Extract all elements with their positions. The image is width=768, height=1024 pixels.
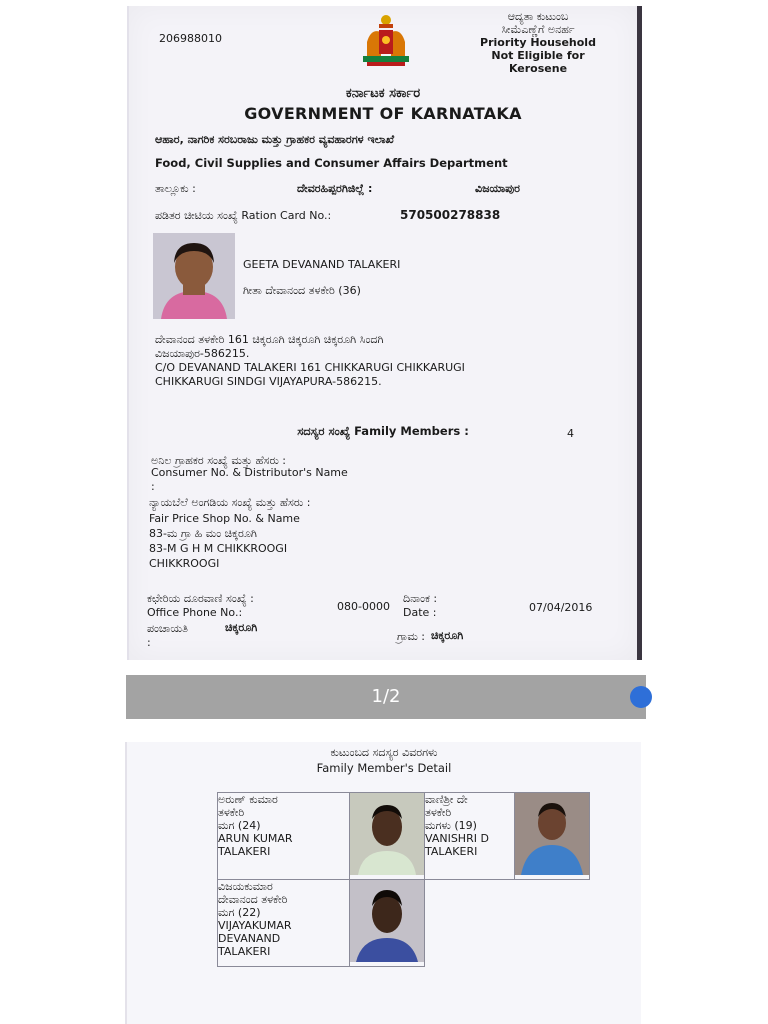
taluk-label: ತಾಲ್ಲೂಕು :: [155, 182, 196, 195]
page-counter: 1/2: [371, 686, 401, 707]
member-info: [425, 793, 515, 880]
shop-line: 83-M G H M CHIKKROOGI: [149, 542, 288, 555]
card-serial-number: 206988010: [159, 32, 222, 45]
holder-name: GEETA DEVANAND TALAKERI: [243, 258, 401, 271]
member-line: ಅರುಣ್ ಕುಮಾರ: [218, 793, 278, 806]
consumer-label-kannada: ಅನಿಲ ಗ್ರಾಹಕರ ಸಂಖ್ಯೆ ಮತ್ತು ಹೆಸರು :: [151, 454, 287, 467]
member-info: [218, 793, 350, 880]
member-line: ಮಗಳು (19): [425, 819, 477, 832]
ration-card-label: ಪಡಿತರ ಚೀಟಿಯ ಸಂಖ್ಯೆ Ration Card No.:: [155, 209, 332, 222]
shop-line: 83-ಮ ಗ್ರಾ ಹಿ ಮಂ ಚಿಕ್ಕರೂಗಿ: [149, 527, 257, 540]
holder-photo: [153, 233, 235, 319]
date-label: Date :: [403, 606, 437, 619]
status-line: ಸೀಮೆಎಣ್ಣೆಗೆ ಅನರ್ಹ: [501, 23, 575, 36]
status-line: Not Eligible for: [491, 49, 585, 62]
scroll-dot-icon[interactable]: [630, 686, 652, 708]
consumer-value: :: [151, 480, 155, 493]
member-line: ತಳಕೇರಿ: [425, 806, 452, 819]
address-line: ವಿಜಯಾಪುರ-586215.: [155, 347, 250, 360]
member-line: ವಾಣಿಶ್ರೀ ದೇ: [425, 793, 468, 806]
family-members-table: [217, 792, 590, 967]
member-photo: [350, 880, 425, 967]
government-title-kannada: ಕರ್ನಾಟಕ ಸರ್ಕಾರ: [345, 86, 421, 101]
panchayat-label: ಪಂಚಾಯತಿ: [147, 622, 188, 635]
address-line: C/O DEVANAND TALAKERI 161 CHIKKARUGI CHIKKARUGI: [155, 361, 465, 374]
table-row: [218, 880, 590, 967]
department-name: Food, Civil Supplies and Consumer Affairs Department: [155, 156, 508, 170]
member-line: TALAKERI: [218, 845, 271, 858]
district-value: ವಿಜಯಾಪುರ: [475, 182, 520, 195]
address-line: CHIKKARUGI SINDGI VIJAYAPURA-586215.: [155, 375, 382, 388]
panchayat-value: ಚಿಕ್ಕರೂಗಿ: [225, 621, 258, 634]
member-line: ವಿಜಯಕುಮಾರ: [218, 880, 273, 893]
table-row: [218, 793, 590, 880]
member-line: ತಳಕೇರಿ: [218, 806, 245, 819]
holder-name-kannada: ಗೀತಾ ದೇವಾನಂದ ತಳಕೇರಿ (36): [243, 284, 361, 297]
karnataka-emblem-icon: [357, 12, 415, 68]
holder-address: [155, 333, 465, 389]
member-line: TALAKERI: [218, 945, 271, 958]
village-label: ಗ್ರಾಮ :: [397, 630, 425, 643]
issue-date: 07/04/2016: [529, 601, 593, 614]
detail-title: Family Member's Detail: [316, 761, 452, 775]
detail-title-kannada: ಕುಟುಂಬದ ಸದಸ್ಯರ ವಿವರಗಳು: [330, 746, 438, 759]
shop-line: Fair Price Shop No. & Name: [149, 512, 300, 525]
family-detail-page: [125, 742, 641, 1024]
member-info: [218, 880, 350, 967]
status-line: ಆದ್ಯತಾ ಕುಟುಂಬ: [507, 10, 569, 23]
shop-line: CHIKKROOGI: [149, 557, 220, 570]
village-value: ಚಿಕ್ಕರೂಗಿ: [431, 629, 464, 642]
member-line: VANISHRI D: [425, 832, 489, 845]
ration-card-page: [127, 6, 642, 660]
member-line: VIJAYAKUMAR: [218, 919, 292, 932]
household-status: [463, 10, 613, 75]
address-line: ದೇವಾನಂದ ತಳಕೇರಿ 161 ಚಿಕ್ಕರೂಗಿ ಚಿಕ್ಕರೂಗಿ ಚಿಕ್ಕರೂಗಿ ಸಿಂದಗಿ: [155, 333, 384, 346]
status-line: Priority Household: [480, 36, 596, 49]
member-line: ದೇವಾನಂದ ತಳಕೇರಿ: [218, 893, 288, 906]
shop-label-kannada: ನ್ಯಾಯಬೆಲೆ ಅಂಗಡಿಯ ಸಂಖ್ಯೆ ಮತ್ತು ಹೆಸರು :: [149, 496, 311, 509]
member-line: ಮಗ (22): [218, 906, 261, 919]
office-phone-number: 080-0000: [337, 600, 390, 613]
office-phone-label-kannada: ಕಛೇರಿಯ ದೂರವಾಣಿ ಸಂಖ್ಯೆ :: [147, 592, 254, 605]
family-members-count: 4: [567, 427, 574, 440]
district-label: ದೇವರಹಿಪ್ಪರಗಿಜಿಲ್ಲೆ :: [297, 182, 373, 195]
member-photo: [515, 793, 590, 880]
government-title: GOVERNMENT OF KARNATAKA: [244, 104, 522, 123]
ration-card-number: 570500278838: [400, 208, 501, 222]
member-line: ಮಗ (24): [218, 819, 261, 832]
member-line: TALAKERI: [425, 845, 478, 858]
status-line: Kerosene: [508, 62, 568, 75]
date-label-kannada: ದಿನಾಂಕ :: [403, 592, 438, 605]
family-members-label: ಸದಸ್ಯರ ಸಂಖ್ಯೆ Family Members :: [297, 424, 469, 438]
fair-price-shop: [149, 511, 300, 571]
member-photo: [350, 793, 425, 880]
consumer-label: Consumer No. & Distributor's Name: [151, 466, 348, 479]
panchayat-colon: :: [147, 636, 151, 649]
page-indicator: [126, 675, 646, 719]
member-line: ARUN KUMAR: [218, 832, 293, 845]
office-phone-label: Office Phone No.:: [147, 606, 243, 619]
department-kannada: ಆಹಾರ, ನಾಗರಿಕ ಸರಬರಾಜು ಮತ್ತು ಗ್ರಾಹಕರ ವ್ಯವಹಾರಗಳ ಇಲಾಖೆ: [155, 133, 395, 146]
member-line: DEVANAND: [218, 932, 281, 945]
